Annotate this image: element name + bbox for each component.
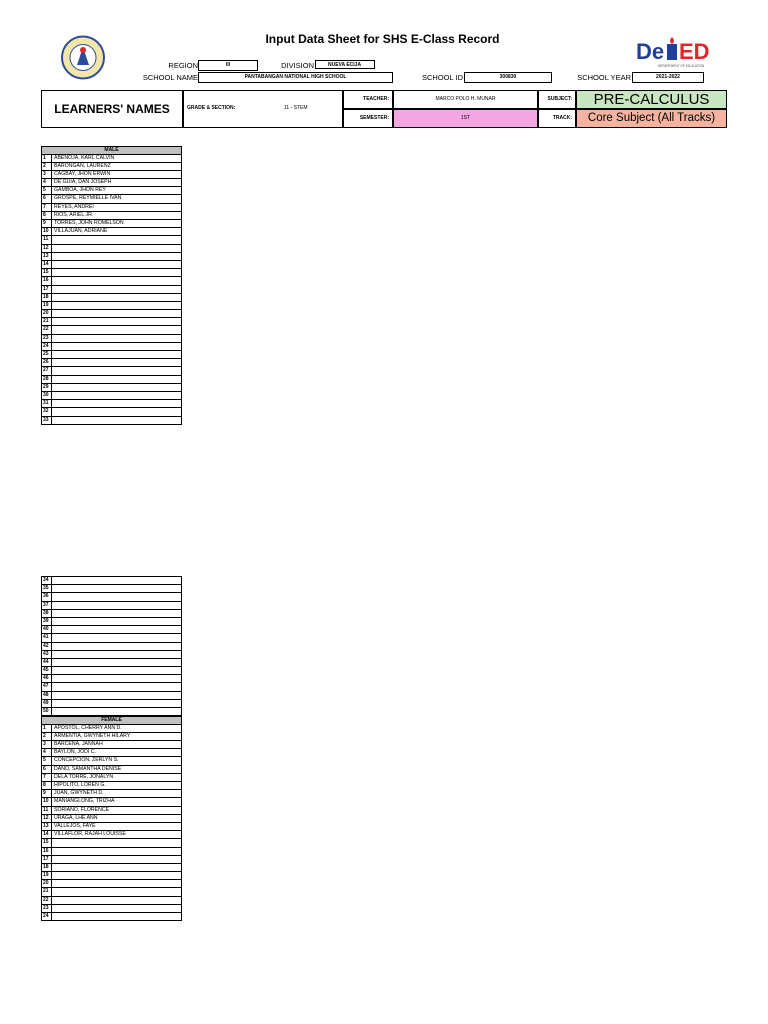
learner-row <box>41 651 182 659</box>
row-number: 37 <box>41 602 52 609</box>
learner-name-cell[interactable]: GAMBOA, JHON REY <box>52 187 182 194</box>
row-number: 49 <box>41 700 52 707</box>
learner-name-cell[interactable] <box>52 302 182 309</box>
learner-row <box>41 897 182 905</box>
learner-row <box>41 593 182 601</box>
learner-name-cell[interactable] <box>52 683 182 690</box>
learner-row <box>41 351 182 359</box>
learner-name-cell[interactable] <box>52 286 182 293</box>
row-number: 4 <box>41 179 52 186</box>
learner-name-cell[interactable]: URAGA, LHE ANN <box>52 815 182 822</box>
learner-row <box>41 269 182 277</box>
learner-name-cell[interactable] <box>52 400 182 407</box>
learner-name-cell[interactable] <box>52 269 182 276</box>
learner-name-cell[interactable]: CONCEPCION, ZERLYN S. <box>52 757 182 764</box>
learner-row <box>41 683 182 691</box>
row-number: 19 <box>41 872 52 879</box>
row-number: 2 <box>41 163 52 170</box>
row-number: 26 <box>41 359 52 366</box>
semester-value: 1ST <box>393 109 538 128</box>
row-number: 10 <box>41 228 52 235</box>
learner-row <box>41 602 182 610</box>
row-number: 5 <box>41 187 52 194</box>
learner-name-cell[interactable] <box>52 634 182 641</box>
learner-row <box>41 286 182 294</box>
learner-row <box>41 831 182 839</box>
male-section-heading: MALE <box>41 146 182 155</box>
row-number: 38 <box>41 610 52 617</box>
learner-name-cell[interactable]: DELA TORRE, JONALYN <box>52 774 182 781</box>
learner-name-cell[interactable] <box>52 888 182 895</box>
row-number: 3 <box>41 171 52 178</box>
learner-row <box>41 749 182 757</box>
learner-name-cell[interactable]: BAYLON, JODI C. <box>52 749 182 756</box>
learner-row <box>41 888 182 896</box>
row-number: 48 <box>41 692 52 699</box>
learner-row <box>41 618 182 626</box>
learner-name-cell[interactable] <box>52 577 182 584</box>
learner-row <box>41 913 182 921</box>
row-number: 39 <box>41 618 52 625</box>
learner-name-cell[interactable] <box>52 651 182 658</box>
learner-row <box>41 187 182 195</box>
learner-name-cell[interactable] <box>52 351 182 358</box>
learner-row <box>41 376 182 384</box>
row-number: 1 <box>41 725 52 732</box>
learner-name-cell[interactable] <box>52 408 182 415</box>
row-number: 10 <box>41 798 52 805</box>
learner-name-cell[interactable] <box>52 277 182 284</box>
row-number: 18 <box>41 294 52 301</box>
row-number: 19 <box>41 302 52 309</box>
teacher-label: TEACHER: <box>343 90 393 109</box>
learner-row <box>41 700 182 708</box>
learner-row <box>41 367 182 375</box>
row-number: 8 <box>41 782 52 789</box>
learner-row <box>41 261 182 269</box>
learner-row <box>41 790 182 798</box>
learner-row <box>41 733 182 741</box>
school-year-label: SCHOOL YEAR <box>577 73 631 82</box>
learner-row <box>41 400 182 408</box>
learner-row <box>41 798 182 806</box>
class-info-table <box>41 90 727 128</box>
learner-row <box>41 245 182 253</box>
learner-row <box>41 839 182 847</box>
learner-row <box>41 585 182 593</box>
svg-text:ED: ED <box>679 39 710 64</box>
learner-name-cell[interactable] <box>52 848 182 855</box>
learner-name-cell[interactable] <box>52 839 182 846</box>
learner-name-cell[interactable] <box>52 261 182 268</box>
male-list-part1 <box>41 146 182 425</box>
svg-text:De: De <box>636 39 665 64</box>
learner-name-cell[interactable] <box>52 245 182 252</box>
row-number: 1 <box>41 155 52 162</box>
learner-row <box>41 626 182 634</box>
learners-names-heading: LEARNERS' NAMES <box>41 90 183 128</box>
learner-name-cell[interactable]: BARCENA, JANNAH <box>52 741 182 748</box>
learner-name-cell[interactable]: JUAN, GWYNETH D. <box>52 790 182 797</box>
learner-row <box>41 725 182 733</box>
row-number: 12 <box>41 815 52 822</box>
row-number: 15 <box>41 269 52 276</box>
learner-row <box>41 310 182 318</box>
learner-name-cell[interactable] <box>52 392 182 399</box>
row-number: 23 <box>41 905 52 912</box>
learner-row <box>41 643 182 651</box>
learner-row <box>41 228 182 236</box>
learner-name-cell[interactable] <box>52 700 182 707</box>
track-label: TRACK: <box>538 109 576 128</box>
row-number: 21 <box>41 888 52 895</box>
learner-name-cell[interactable]: ARMENTIA, GWYNETH HILARY <box>52 733 182 740</box>
row-number: 20 <box>41 880 52 887</box>
learner-name-cell[interactable]: CAGBAY, JHON ERWIN <box>52 171 182 178</box>
learner-name-cell[interactable]: APOSTOL, CHERRY ANN D. <box>52 725 182 732</box>
row-number: 36 <box>41 593 52 600</box>
track-value: Core Subject (All Tracks) <box>576 109 727 128</box>
grade-section-value: 11 - STEM <box>284 105 308 111</box>
region-field: III <box>198 60 258 71</box>
row-number: 22 <box>41 326 52 333</box>
female-section-heading: FEMALE <box>41 716 182 725</box>
learner-name-cell[interactable]: BARONGAN, LAURENZ <box>52 163 182 170</box>
row-number: 43 <box>41 651 52 658</box>
learner-row <box>41 848 182 856</box>
row-number: 20 <box>41 310 52 317</box>
learner-row <box>41 708 182 716</box>
learner-name-cell[interactable]: HIPOLITO, LOREN G. <box>52 782 182 789</box>
grade-section-cell <box>183 90 343 128</box>
learner-name-cell[interactable] <box>52 897 182 904</box>
row-number: 40 <box>41 626 52 633</box>
row-number: 22 <box>41 897 52 904</box>
row-number: 16 <box>41 848 52 855</box>
learner-row <box>41 774 182 782</box>
learner-row <box>41 392 182 400</box>
row-number: 35 <box>41 585 52 592</box>
learner-name-cell[interactable] <box>52 864 182 871</box>
learner-row <box>41 335 182 343</box>
row-number: 28 <box>41 376 52 383</box>
learner-row <box>41 667 182 675</box>
row-number: 45 <box>41 667 52 674</box>
learner-row <box>41 326 182 334</box>
grade-section-label: GRADE & SECTION: <box>187 105 236 111</box>
learner-row <box>41 872 182 880</box>
row-number: 33 <box>41 417 52 424</box>
learner-row <box>41 577 182 585</box>
row-number: 11 <box>41 236 52 243</box>
row-number: 14 <box>41 831 52 838</box>
learner-name-cell[interactable] <box>52 359 182 366</box>
learner-row <box>41 823 182 831</box>
row-number: 9 <box>41 790 52 797</box>
learner-row <box>41 408 182 416</box>
learner-row <box>41 815 182 823</box>
row-number: 17 <box>41 856 52 863</box>
row-number: 7 <box>41 774 52 781</box>
learner-name-cell[interactable] <box>52 675 182 682</box>
row-number: 16 <box>41 277 52 284</box>
row-number: 9 <box>41 220 52 227</box>
page-title: Input Data Sheet for SHS E-Class Record <box>265 32 500 46</box>
learner-name-cell[interactable] <box>52 367 182 374</box>
learner-name-cell[interactable] <box>52 236 182 243</box>
learner-name-cell[interactable]: MANIANGLONG, TRIZHA <box>52 798 182 805</box>
learner-row <box>41 757 182 765</box>
row-number: 42 <box>41 643 52 650</box>
learner-name-cell[interactable] <box>52 343 182 350</box>
learner-row <box>41 359 182 367</box>
learner-row <box>41 417 182 425</box>
learner-name-cell[interactable]: ABENOJA, KARL CALVIN <box>52 155 182 162</box>
learner-row <box>41 675 182 683</box>
row-number: 12 <box>41 245 52 252</box>
row-number: 4 <box>41 749 52 756</box>
learner-name-cell[interactable] <box>52 376 182 383</box>
school-id-label: SCHOOL ID <box>422 73 463 82</box>
row-number: 50 <box>41 708 52 715</box>
learner-name-cell[interactable] <box>52 318 182 325</box>
learner-row <box>41 766 182 774</box>
learner-name-cell[interactable]: DE GUIA, DAN JOSEPH <box>52 179 182 186</box>
learner-row <box>41 220 182 228</box>
learner-name-cell[interactable] <box>52 856 182 863</box>
row-number: 6 <box>41 195 52 202</box>
row-number: 44 <box>41 659 52 666</box>
row-number: 2 <box>41 733 52 740</box>
svg-text:DEPARTMENT OF EDUCATION: DEPARTMENT OF EDUCATION <box>658 64 705 68</box>
row-number: 41 <box>41 634 52 641</box>
school-year-field: 2021-2022 <box>632 72 704 83</box>
learner-row <box>41 343 182 351</box>
learner-row <box>41 277 182 285</box>
division-field: NUEVA ECIJA <box>315 60 375 69</box>
learner-name-cell[interactable] <box>52 335 182 342</box>
teacher-value: MARCO POLO H. MUNAR <box>393 90 538 109</box>
learner-row <box>41 302 182 310</box>
learner-name-cell[interactable] <box>52 626 182 633</box>
learner-name-cell[interactable] <box>52 610 182 617</box>
learner-row <box>41 905 182 913</box>
subject-value: PRE-CALCULUS <box>576 90 727 109</box>
subject-label: SUBJECT: <box>538 90 576 109</box>
learner-name-cell[interactable] <box>52 417 182 424</box>
row-number: 29 <box>41 384 52 391</box>
row-number: 30 <box>41 392 52 399</box>
learner-row <box>41 195 182 203</box>
learner-name-cell[interactable] <box>52 667 182 674</box>
row-number: 11 <box>41 807 52 814</box>
learner-name-cell[interactable] <box>52 593 182 600</box>
row-number: 24 <box>41 913 52 920</box>
learner-name-cell[interactable]: VILLAJUAN, ADRIANE <box>52 228 182 235</box>
learner-row <box>41 384 182 392</box>
row-number: 47 <box>41 683 52 690</box>
learner-row <box>41 204 182 212</box>
row-number: 27 <box>41 367 52 374</box>
learner-name-cell[interactable] <box>52 913 182 920</box>
learner-row <box>41 659 182 667</box>
learner-name-cell[interactable]: RIOS, ARIEL JR. <box>52 212 182 219</box>
school-name-field: PANTABANGAN NATIONAL HIGH SCHOOL <box>198 72 393 83</box>
learner-name-cell[interactable] <box>52 326 182 333</box>
learner-name-cell[interactable]: VILLAFLOR, RAJAH LOUISSE <box>52 831 182 838</box>
row-number: 8 <box>41 212 52 219</box>
school-id-field: 300830 <box>464 72 552 83</box>
learner-name-cell[interactable]: DANO, SAMANTHA DENISE <box>52 766 182 773</box>
learner-row <box>41 236 182 244</box>
learner-row <box>41 856 182 864</box>
row-number: 7 <box>41 204 52 211</box>
row-number: 15 <box>41 839 52 846</box>
row-number: 31 <box>41 400 52 407</box>
learner-name-cell[interactable] <box>52 294 182 301</box>
learner-row <box>41 171 182 179</box>
row-number: 14 <box>41 261 52 268</box>
learner-row <box>41 864 182 872</box>
learner-name-cell[interactable] <box>52 692 182 699</box>
learner-name-cell[interactable] <box>52 880 182 887</box>
learner-row <box>41 807 182 815</box>
male-list-part2 <box>41 576 182 921</box>
learner-row <box>41 212 182 220</box>
learner-name-cell[interactable]: REYES, ANDREI <box>52 204 182 211</box>
semester-label: SEMESTER: <box>343 109 393 128</box>
school-name-label: SCHOOL NAME <box>142 73 198 82</box>
learner-name-cell[interactable] <box>52 384 182 391</box>
learner-name-cell[interactable] <box>52 708 182 715</box>
row-number: 6 <box>41 766 52 773</box>
learner-name-cell[interactable] <box>52 643 182 650</box>
learner-name-cell[interactable] <box>52 253 182 260</box>
learner-name-cell[interactable] <box>52 310 182 317</box>
learner-row <box>41 253 182 261</box>
region-label: REGION <box>168 61 198 70</box>
learner-row <box>41 179 182 187</box>
row-number: 32 <box>41 408 52 415</box>
learner-row <box>41 880 182 888</box>
deped-seal-logo <box>52 35 114 80</box>
learner-row <box>41 610 182 618</box>
deped-logo <box>636 36 726 70</box>
learner-row <box>41 155 182 163</box>
row-number: 17 <box>41 286 52 293</box>
row-number: 46 <box>41 675 52 682</box>
learner-row <box>41 318 182 326</box>
row-number: 5 <box>41 757 52 764</box>
row-number: 34 <box>41 577 52 584</box>
learner-name-cell[interactable] <box>52 905 182 912</box>
row-number: 21 <box>41 318 52 325</box>
row-number: 13 <box>41 253 52 260</box>
learner-name-cell[interactable]: GROSPE, REYMIELLE IVAN <box>52 195 182 202</box>
row-number: 23 <box>41 335 52 342</box>
learner-name-cell[interactable] <box>52 602 182 609</box>
learner-row <box>41 634 182 642</box>
learner-name-cell[interactable]: SORIANO, FLORENCE <box>52 807 182 814</box>
learner-row <box>41 782 182 790</box>
learner-name-cell[interactable] <box>52 872 182 879</box>
learner-name-cell[interactable] <box>52 618 182 625</box>
row-number: 13 <box>41 823 52 830</box>
learner-name-cell[interactable]: VALLEJOS, FAYE <box>52 823 182 830</box>
division-label: DIVISION <box>281 61 314 70</box>
row-number: 18 <box>41 864 52 871</box>
learner-row <box>41 163 182 171</box>
row-number: 25 <box>41 351 52 358</box>
row-number: 24 <box>41 343 52 350</box>
learner-name-cell[interactable] <box>52 659 182 666</box>
learner-name-cell[interactable]: TORRES, JOHN ROMELSON <box>52 220 182 227</box>
learner-row <box>41 692 182 700</box>
learner-name-cell[interactable] <box>52 585 182 592</box>
learner-row <box>41 741 182 749</box>
learner-row <box>41 294 182 302</box>
row-number: 3 <box>41 741 52 748</box>
